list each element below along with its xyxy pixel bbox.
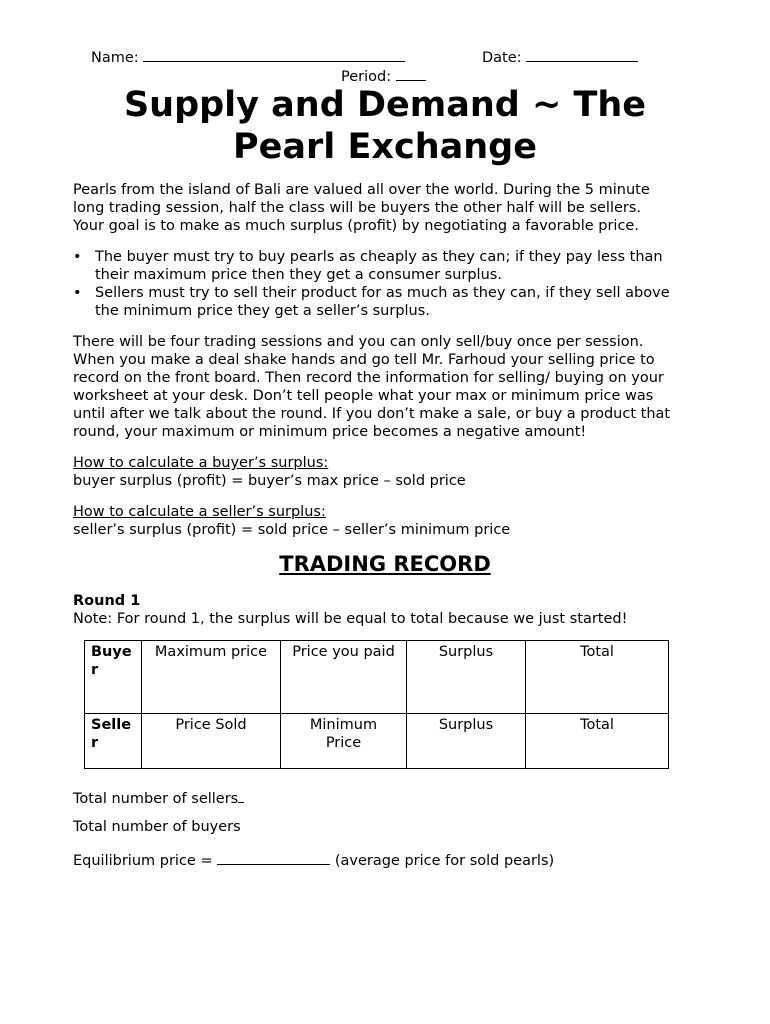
period-field (341, 66, 426, 85)
buyer-price-paid-cell[interactable] (281, 641, 407, 714)
equilibrium-blank[interactable] (217, 850, 330, 865)
period-blank (396, 66, 426, 81)
page-title (0, 84, 770, 168)
seller-total-cell[interactable] (526, 714, 669, 769)
buyer-surplus-block (73, 454, 713, 490)
date-blank (526, 47, 638, 62)
cell-label: Total (580, 717, 614, 733)
seller-surplus-formula: seller’s surplus (profit) = sold price – seller’s minimum price (73, 522, 511, 538)
bullet-marker: • (73, 285, 82, 301)
cell-label: Minimum (309, 717, 378, 733)
bullet-line: Sellers must try to sell their product for as much as they can, if they sell above (95, 285, 670, 301)
seller-price-sold-cell[interactable] (142, 714, 281, 769)
round-block (73, 592, 713, 628)
name-blank (143, 47, 405, 62)
rules-line: When you make a deal shake hands and go tell Mr. Farhoud your selling price to (73, 352, 655, 368)
row-header-text: Selle (91, 717, 132, 733)
bullet-buyer (73, 248, 713, 284)
date-field (482, 47, 638, 66)
title-line-1: Supply and Demand ~ The (123, 85, 647, 125)
total-buyers-label: Total number of buyers (73, 819, 241, 835)
buyer-total-cell[interactable] (526, 641, 669, 714)
buyer-surplus-cell[interactable] (407, 641, 526, 714)
row-header-text: Buye (91, 644, 132, 660)
rules-bullet-list (73, 248, 713, 320)
seller-surplus-cell[interactable] (407, 714, 526, 769)
bullet-line: The buyer must try to buy pearls as cheaply as they can; if they pay less than (95, 249, 663, 265)
intro-line: Your goal is to make as much surplus (profit) by negotiating a favorable price. (73, 218, 639, 234)
trading-record-table (84, 640, 669, 769)
cell-label: Total (580, 644, 614, 660)
row-header-text: r (91, 662, 99, 678)
seller-row-header (85, 714, 142, 769)
period-label: Period: (341, 69, 392, 85)
date-label: Date: (482, 50, 522, 66)
title-line-2: Pearl Exchange (233, 127, 537, 167)
total-sellers-field (73, 788, 244, 807)
cell-label: Surplus (438, 717, 494, 733)
bullet-line: the minimum price they get a seller’s surplus. (95, 303, 430, 319)
round-label: Round 1 (73, 593, 141, 609)
name-label: Name: (91, 50, 139, 66)
equilibrium-field (73, 850, 554, 869)
seller-surplus-block (73, 503, 713, 539)
seller-row (85, 714, 669, 769)
buyer-surplus-heading: How to calculate a buyer’s surplus: (73, 455, 329, 471)
row-header-text: r (91, 735, 99, 751)
cell-label: Surplus (438, 644, 494, 660)
name-field (91, 47, 405, 66)
rules-line: record on the front board. Then record the information for selling/ buying on your (73, 370, 664, 386)
round-note: Note: For round 1, the surplus will be equal to total because we just started! (73, 611, 628, 627)
bullet-seller (73, 284, 713, 320)
bullet-marker: • (73, 249, 82, 265)
buyer-surplus-formula: buyer surplus (profit) = buyer’s max price – sold price (73, 473, 466, 489)
intro-paragraph (73, 181, 713, 235)
cell-label: Price Sold (175, 717, 247, 733)
cell-label: Price (325, 735, 362, 751)
buyer-row-header (85, 641, 142, 714)
cell-label: Maximum price (154, 644, 268, 660)
intro-line: long trading session, half the class will be buyers the other half will be sellers. (73, 200, 642, 216)
total-buyers-field (73, 819, 241, 835)
trading-record-heading: TRADING RECORD (279, 552, 491, 576)
total-sellers-label: Total number of sellers (73, 791, 239, 807)
buyer-max-price-cell[interactable] (142, 641, 281, 714)
seller-minimum-price-cell[interactable] (281, 714, 407, 769)
equilibrium-note: (average price for sold pearls) (334, 853, 555, 869)
seller-surplus-heading: How to calculate a seller’s surplus: (73, 504, 326, 520)
rules-line: until after we talk about the round. If you don’t make a sale, or buy a product that (73, 406, 671, 422)
rules-line: There will be four trading sessions and you can only sell/buy once per session. (73, 334, 644, 350)
buyer-row (85, 641, 669, 714)
rules-paragraph (73, 333, 713, 441)
intro-line: Pearls from the island of Bali are valued all over the world. During the 5 minute (73, 182, 650, 198)
total-sellers-blank[interactable] (238, 788, 244, 803)
bullet-line: their maximum price then they get a consumer surplus. (95, 267, 502, 283)
equilibrium-label: Equilibrium price = (73, 853, 213, 869)
cell-label: Price you paid (292, 644, 395, 660)
rules-line: worksheet at your desk. Don’t tell people what your max or minimum price was (73, 388, 654, 404)
rules-line: round, your maximum or minimum price becomes a negative amount! (73, 424, 587, 440)
